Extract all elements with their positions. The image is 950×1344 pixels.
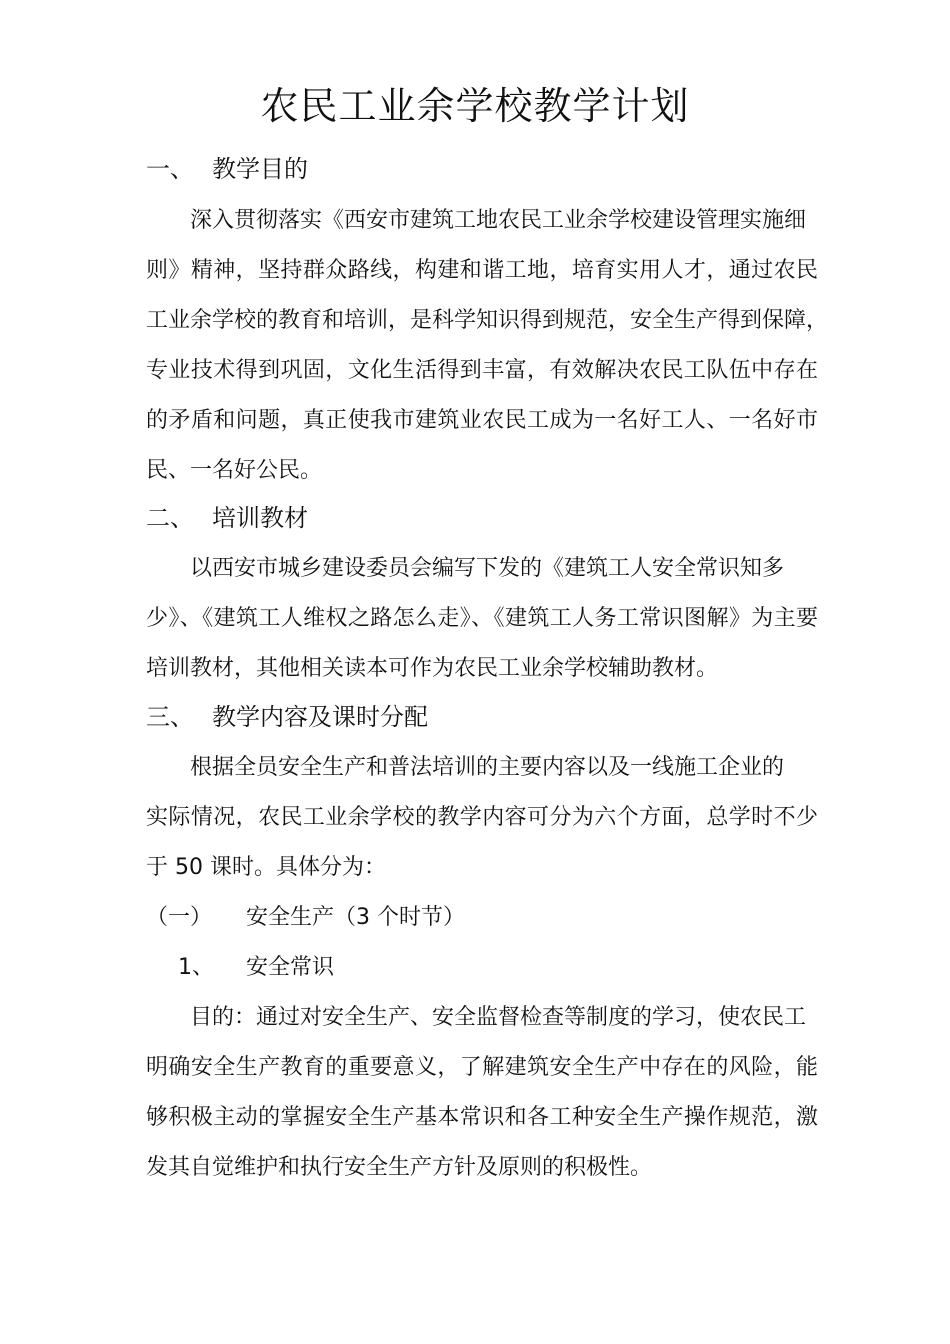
item-heading: 安全常识: [246, 955, 335, 980]
paragraph-line: 明确安全生产教育的重要意义，了解建筑安全生产中存在的风险，能: [146, 1055, 818, 1080]
paragraph-line: 培训教材，其他相关读本可作为农民工业余学校辅助教材。: [146, 656, 719, 681]
paragraph-line: 少》、《建筑工人维权之路怎么走》、《建筑工人务工常识图解》为主要: [146, 606, 818, 631]
paragraph-line: 发其自觉维护和执行安全生产方针及原则的积极性。: [146, 1155, 653, 1180]
paragraph-line: 民、一名好公民。: [146, 458, 323, 483]
section-1-heading: 教学目的: [212, 155, 308, 183]
section-3-heading: 教学内容及课时分配: [212, 703, 428, 731]
section-3-number: 三、: [146, 703, 194, 731]
paragraph-line: 深入贯彻落实《西安市建筑工地农民工业余学校建设管理实施细: [190, 208, 807, 233]
paragraph-line: 的矛盾和问题，真正使我市建筑业农民工成为一名好工人、一名好市: [146, 408, 818, 433]
subsection-number: （一）: [146, 905, 213, 930]
paragraph-line: 以西安市城乡建设委员会编写下发的《建筑工人安全常识知多: [190, 556, 785, 581]
section-2-number: 二、: [146, 504, 194, 532]
item-number: 1、: [178, 955, 214, 980]
paragraph-line: 于 50 课时。具体分为：: [146, 855, 386, 880]
document-title: 农民工业余学校教学计划: [260, 84, 690, 128]
paragraph-line: 工业余学校的教育和培训，是科学知识得到规范，安全生产得到保障，: [146, 308, 829, 333]
paragraph-line: 够积极主动的掌握安全生产基本常识和各工种安全生产操作规范，激: [146, 1105, 818, 1130]
section-1-number: 一、: [146, 155, 194, 183]
paragraph-line: 实际情况，农民工业余学校的教学内容可分为六个方面，总学时不少: [146, 805, 818, 830]
section-2-heading: 培训教材: [212, 504, 308, 532]
subsection-heading: 安全生产（3 个时节）: [246, 905, 465, 930]
paragraph-line: 根据全员安全生产和普法培训的主要内容以及一线施工企业的: [190, 755, 785, 780]
paragraph-line: 则》精神，坚持群众路线，构建和谐工地，培育实用人才，通过农民: [146, 258, 818, 283]
paragraph-line: 专业技术得到巩固，文化生活得到丰富，有效解决农民工队伍中存在: [146, 358, 818, 383]
paragraph-line: 目的：通过对安全生产、安全监督检查等制度的学习，使农民工: [190, 1005, 807, 1030]
